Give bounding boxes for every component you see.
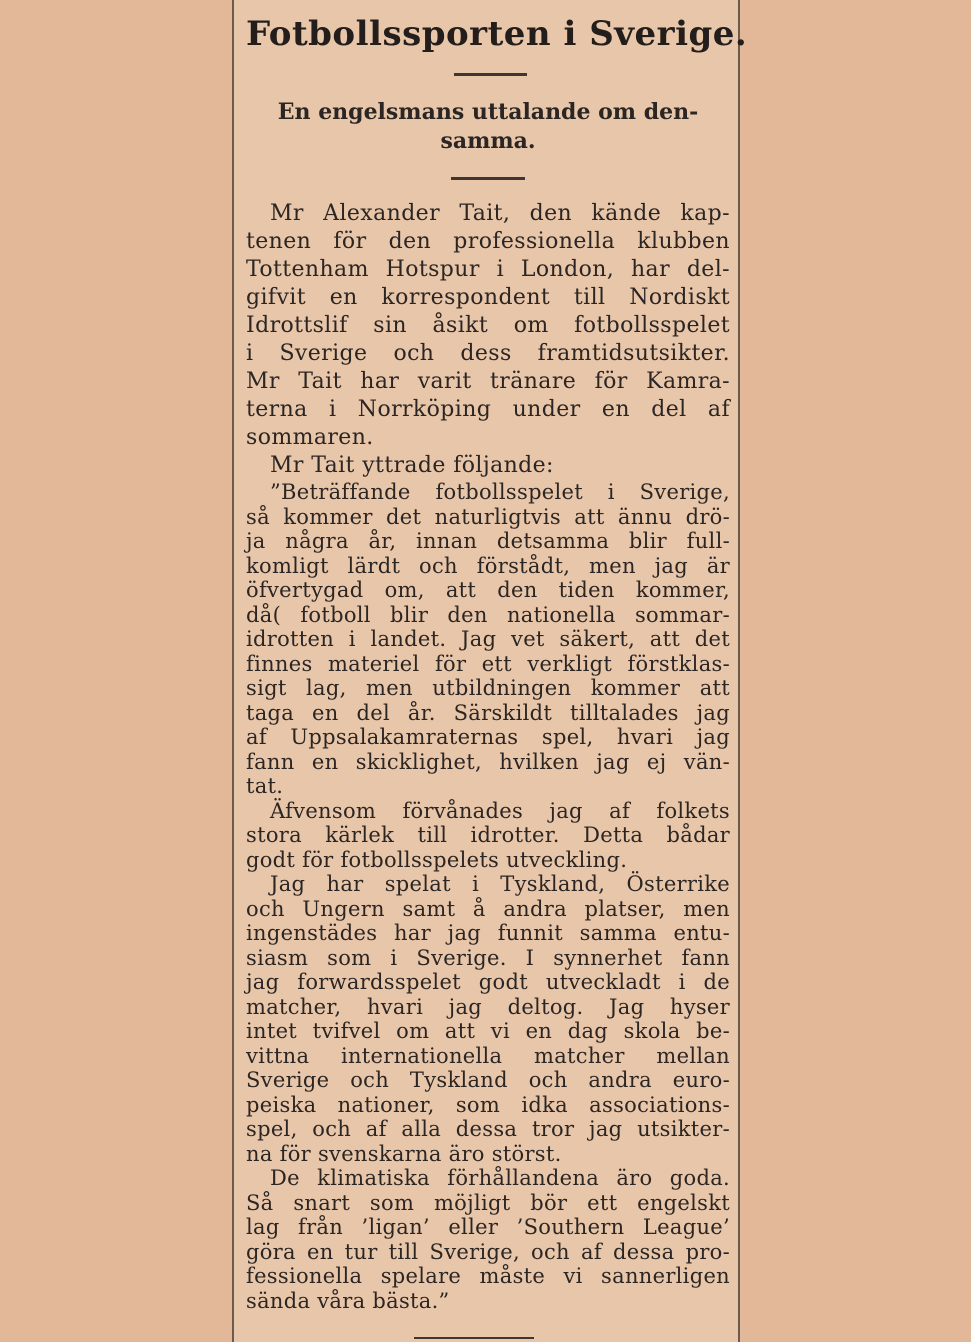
text-line: tenen för den professionella klubben [246, 229, 730, 254]
article-end-rule [414, 1337, 534, 1339]
text-line: tat. [246, 774, 284, 798]
text-line: jag forwardsspelet godt utveckladt i de [246, 970, 730, 994]
text-line: komligt lärdt och förstådt, men jag är [246, 553, 730, 578]
article-headline: Fotbollssporten i Sverige. [246, 14, 748, 54]
text-line: göra en tur till Sverige, och af dessa pro- [246, 1239, 730, 1264]
text-line: terna i Norrköping under en del af [246, 397, 730, 422]
text-line: Idrottslif sin åsikt om fotbollsspelet [246, 313, 730, 338]
text-line: matcher, hvari jag deltog. Jag hyser [246, 994, 730, 1019]
paragraph [246, 452, 730, 480]
text-line: fann en skicklighet, hvilken jag ej vän- [246, 749, 730, 774]
paragraph [246, 200, 730, 452]
text-line: taga en del år. Särskildt tilltalades jag [246, 700, 730, 725]
text-line: sigt lag, men utbildningen kommer att [246, 676, 730, 700]
subheadline-line: samma. [440, 128, 536, 154]
text-line: Äfvensom förvånades jag af folkets [270, 798, 730, 823]
text-line: Mr Alexander Tait, den kände kap- [270, 201, 730, 226]
text-line: stora kärlek till idrotter. Detta bådar [246, 823, 730, 847]
text-line: ja några år, innan detsamma blir full- [246, 529, 730, 553]
subheadline-divider [451, 177, 525, 180]
text-line: då( fotboll blir den nationella sommar- [246, 602, 730, 627]
text-line: Mr Tait yttrade följande: [270, 453, 554, 478]
text-line: så kommer det naturligtvis att ännu drö- [246, 504, 730, 529]
text-line: finnes materiel för ett verkligt förstklas- [246, 651, 730, 676]
text-line: intet tvifvel om att vi en dag skola be- [246, 1019, 730, 1043]
text-line: öfvertygad om, att den tiden kommer, [246, 578, 730, 602]
text-line: idrotten i landet. Jag vet säkert, att det [246, 627, 730, 651]
text-line: sommaren. [246, 425, 374, 450]
paragraph [246, 1166, 730, 1313]
text-line: ingenstädes har jag funnit samma entu- [246, 921, 730, 945]
text-line: Så snart som möjligt bör ett engelskt [246, 1190, 730, 1215]
subheadline-line: En engelsmans uttalande om den- [277, 99, 699, 125]
paragraph [246, 799, 730, 873]
text-line: lag från ’ligan’ eller ’Southern League’ [246, 1215, 730, 1239]
article-subheadline [264, 98, 712, 156]
text-line: De klimatiska förhållandena äro goda. [270, 1166, 730, 1190]
paragraph [246, 872, 730, 1166]
text-line: godt för fotbollsspelets utveckling. [246, 847, 628, 872]
text-line: fessionella spelare måste vi sannerligen [246, 1264, 730, 1288]
text-line: och Ungern samt å andra platser, men [246, 896, 730, 921]
article-body [246, 200, 730, 1313]
text-line: na för svenskarna äro störst. [246, 1141, 562, 1166]
text-line: gifvit en korrespondent till Nordiskt [246, 285, 730, 310]
paragraph [246, 480, 730, 799]
text-line: ”Beträffande fotbollsspelet i Sverige, [270, 480, 730, 504]
text-line: Sverige och Tyskland och andra euro- [246, 1068, 730, 1092]
headline-divider [454, 73, 527, 76]
text-line: peiska nationer, som idka associations- [246, 1092, 730, 1117]
text-line: siasm som i Sverige. I synnerhet fann [246, 945, 730, 970]
text-line: sända våra bästa.” [246, 1288, 450, 1313]
text-line: af Uppsalakamraternas spel, hvari jag [246, 725, 730, 749]
text-line: Jag har spelat i Tyskland, Österrike [270, 872, 730, 896]
text-line: Mr Tait har varit tränare för Kamra- [246, 369, 730, 394]
text-line: Tottenham Hotspur i London, har del- [246, 257, 730, 282]
text-line: spel, och af alla dessa tror jag utsikter- [246, 1117, 730, 1141]
text-line: i Sverige och dess framtidsutsikter. [246, 341, 730, 366]
text-line: vittna internationella matcher mellan [246, 1043, 730, 1068]
